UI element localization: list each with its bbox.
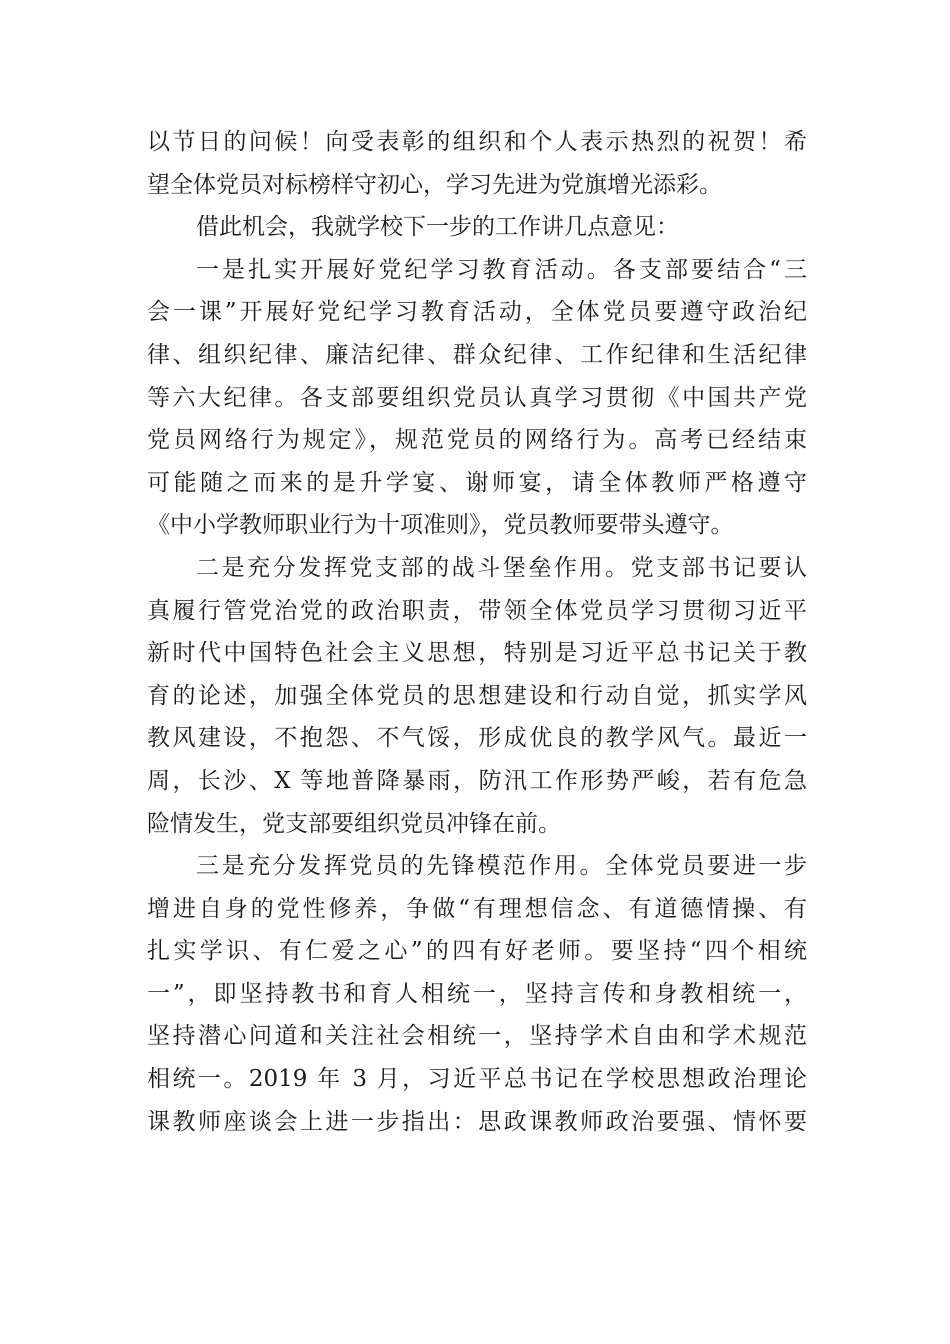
text-line: 一是扎实开展好党纪学习教育活动。各支部要结合“三 (196, 256, 807, 283)
text-line: 周，长沙、X 等地普降暴雨，防汛工作形势严峻，若有危急 (147, 767, 807, 794)
text-line: 扎实学识、有仁爱之心”的四有好老师。要坚持“四个相统 (147, 938, 807, 965)
text-line: 等六大纪律。各支部要组织党员认真学习贯彻《中国共产党 (147, 384, 807, 411)
text-line: 一”，即坚持教书和育人相统一，坚持言传和身教相统一， (147, 980, 807, 1007)
text-line: 课教师座谈会上进一步指出：思政课教师政治要强、情怀要 (147, 1108, 807, 1135)
text-line: 会一课”开展好党纪学习教育活动，全体党员要遵守政治纪 (147, 299, 807, 326)
text-line: 借此机会，我就学校下一步的工作讲几点意见： (196, 214, 679, 241)
text-line: 坚持潜心问道和关注社会相统一，坚持学术自由和学术规范 (147, 1023, 807, 1050)
text-line: 望全体党员对标榜样守初心，学习先进为党旗增光添彩。 (147, 171, 722, 198)
document-body (147, 121, 807, 1143)
text-line: 可能随之而来的是升学宴、谢师宴，请全体教师严格遵守 (147, 469, 807, 496)
text-line: 新时代中国特色社会主义思想，特别是习近平总书记关于教 (147, 640, 807, 667)
text-line: 增进自身的党性修养，争做“有理想信念、有道德情操、有 (147, 895, 807, 922)
text-line: 险情发生，党支部要组织党员冲锋在前。 (147, 810, 561, 837)
text-line: 相统一。2019 年 3 月，习近平总书记在学校思想政治理论 (147, 1066, 807, 1093)
text-line: 以节日的问候！向受表彰的组织和个人表示热烈的祝贺！希 (147, 129, 807, 155)
text-line: 二是充分发挥党支部的战斗堡垒作用。党支部书记要认 (196, 554, 807, 581)
text-line: 三是充分发挥党员的先锋模范作用。全体党员要进一步 (196, 853, 807, 880)
text-line: 真履行管党治党的政治职责，带领全体党员学习贯彻习近平 (147, 597, 807, 624)
text-line: 《中小学教师职业行为十项准则》，党员教师要带头遵守。 (147, 512, 734, 539)
text-line: 党员网络行为规定》，规范党员的网络行为。高考已经结束 (147, 427, 807, 454)
text-line: 律、组织纪律、廉洁纪律、群众纪律、工作纪律和生活纪律 (147, 341, 807, 368)
text-line: 育的论述，加强全体党员的思想建设和行动自觉，抓实学风 (147, 682, 807, 709)
text-line: 教风建设，不抱怨、不气馁，形成优良的教学风气。最近一 (147, 725, 807, 752)
